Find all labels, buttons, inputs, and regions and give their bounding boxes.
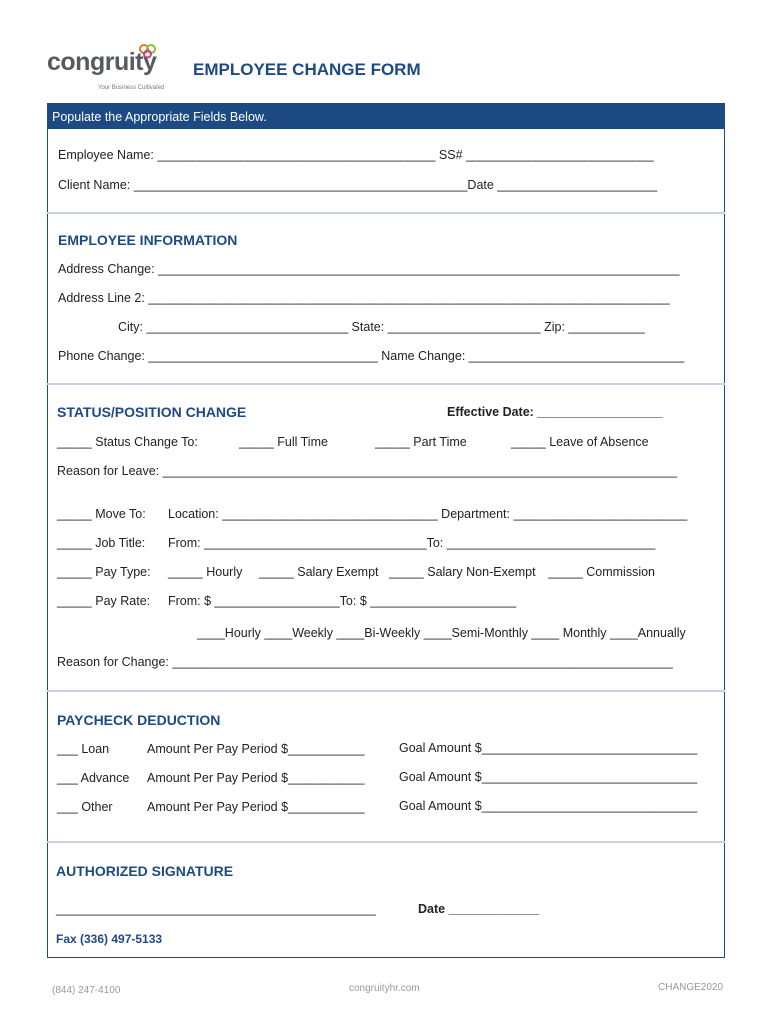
- job-title-checkbox[interactable]: _____ Job Title:: [57, 536, 146, 550]
- logo-tagline: Your Business Cultivated: [98, 85, 165, 91]
- employee-info-heading: EMPLOYEE INFORMATION: [58, 232, 238, 248]
- footer-form-code: CHANGE2020: [658, 982, 724, 993]
- pay-type-checkbox[interactable]: _____ Pay Type:: [57, 565, 151, 579]
- other-goal-field[interactable]: Goal Amount $_______________________________: [399, 799, 698, 813]
- job-title-from-to-field[interactable]: From: ________________________________To: ______________________________: [168, 536, 656, 550]
- advance-checkbox[interactable]: ___ Advance: [57, 771, 130, 785]
- page-title: EMPLOYEE CHANGE FORM: [193, 60, 421, 79]
- fax-number: Fax (336) 497-5133: [56, 932, 163, 946]
- loan-amount-field[interactable]: Amount Per Pay Period $___________: [147, 742, 365, 756]
- hourly-checkbox[interactable]: _____ Hourly: [168, 565, 243, 579]
- client-name-field[interactable]: Client Name: ________________________________________________Date _______________________: [58, 178, 658, 192]
- move-to-checkbox[interactable]: _____ Move To:: [57, 507, 146, 521]
- signature-line[interactable]: ______________________________________________: [56, 902, 376, 916]
- other-checkbox[interactable]: ___ Other: [57, 800, 113, 814]
- footer-phone: (844) 247-4100: [52, 985, 121, 996]
- address-line2-field[interactable]: Address Line 2: ___________________________________________________________________________: [58, 291, 670, 305]
- city-state-zip-field[interactable]: City: _____________________________ State: ______________________ Zip: ___________: [118, 320, 645, 334]
- pay-rate-from-to-field[interactable]: From: $ __________________To: $ _____________________: [168, 594, 517, 608]
- loan-goal-field[interactable]: Goal Amount $_______________________________: [399, 741, 698, 755]
- instructions-text: Populate the Appropriate Fields Below.: [52, 110, 267, 124]
- address-change-field[interactable]: Address Change: ___________________________________________________________________________: [58, 262, 680, 276]
- full-time-checkbox[interactable]: _____ Full Time: [239, 435, 328, 449]
- part-time-checkbox[interactable]: _____ Part Time: [375, 435, 467, 449]
- paycheck-heading: PAYCHECK DEDUCTION: [57, 712, 221, 728]
- commission-checkbox[interactable]: _____ Commission: [548, 565, 655, 579]
- company-logo: congruity: [47, 48, 157, 76]
- salary-exempt-checkbox[interactable]: _____ Salary Exempt: [259, 565, 379, 579]
- location-department-field[interactable]: Location: _______________________________ Department: _________________________: [168, 507, 688, 521]
- phone-name-change-field[interactable]: Phone Change: _________________________________ Name Change: _______________________________: [58, 349, 685, 363]
- reason-for-leave-field[interactable]: Reason for Leave: __________________________________________________________________________: [57, 464, 678, 478]
- leave-of-absence-checkbox[interactable]: _____ Leave of Absence: [511, 435, 649, 449]
- employee-name-field[interactable]: Employee Name: ________________________________________ SS# ___________________________: [58, 148, 654, 162]
- section-divider: [47, 841, 725, 843]
- section-divider: [47, 690, 725, 692]
- reason-for-change-field[interactable]: Reason for Change: ________________________________________________________________________: [57, 655, 673, 669]
- salary-nonexempt-checkbox[interactable]: _____ Salary Non-Exempt: [389, 565, 536, 579]
- effective-date-field[interactable]: Effective Date: __________________: [447, 405, 663, 419]
- loan-checkbox[interactable]: ___ Loan: [57, 742, 110, 756]
- advance-goal-field[interactable]: Goal Amount $_______________________________: [399, 770, 698, 784]
- pay-rate-checkbox[interactable]: _____ Pay Rate:: [57, 594, 151, 608]
- signature-date-field[interactable]: Date _____________: [418, 902, 539, 916]
- status-heading: STATUS/POSITION CHANGE: [57, 404, 247, 420]
- pay-frequency-options[interactable]: ____Hourly ____Weekly ____Bi-Weekly ____Semi-Monthly ____ Monthly ____Annually: [197, 626, 686, 640]
- other-amount-field[interactable]: Amount Per Pay Period $___________: [147, 800, 365, 814]
- advance-amount-field[interactable]: Amount Per Pay Period $___________: [147, 771, 365, 785]
- logo-mark-icon: [139, 43, 157, 59]
- footer-website[interactable]: congruityhr.com: [349, 983, 420, 994]
- status-change-checkbox[interactable]: _____ Status Change To:: [57, 435, 198, 449]
- section-divider: [47, 383, 725, 385]
- section-divider: [47, 212, 725, 214]
- signature-heading: AUTHORIZED SIGNATURE: [56, 863, 234, 879]
